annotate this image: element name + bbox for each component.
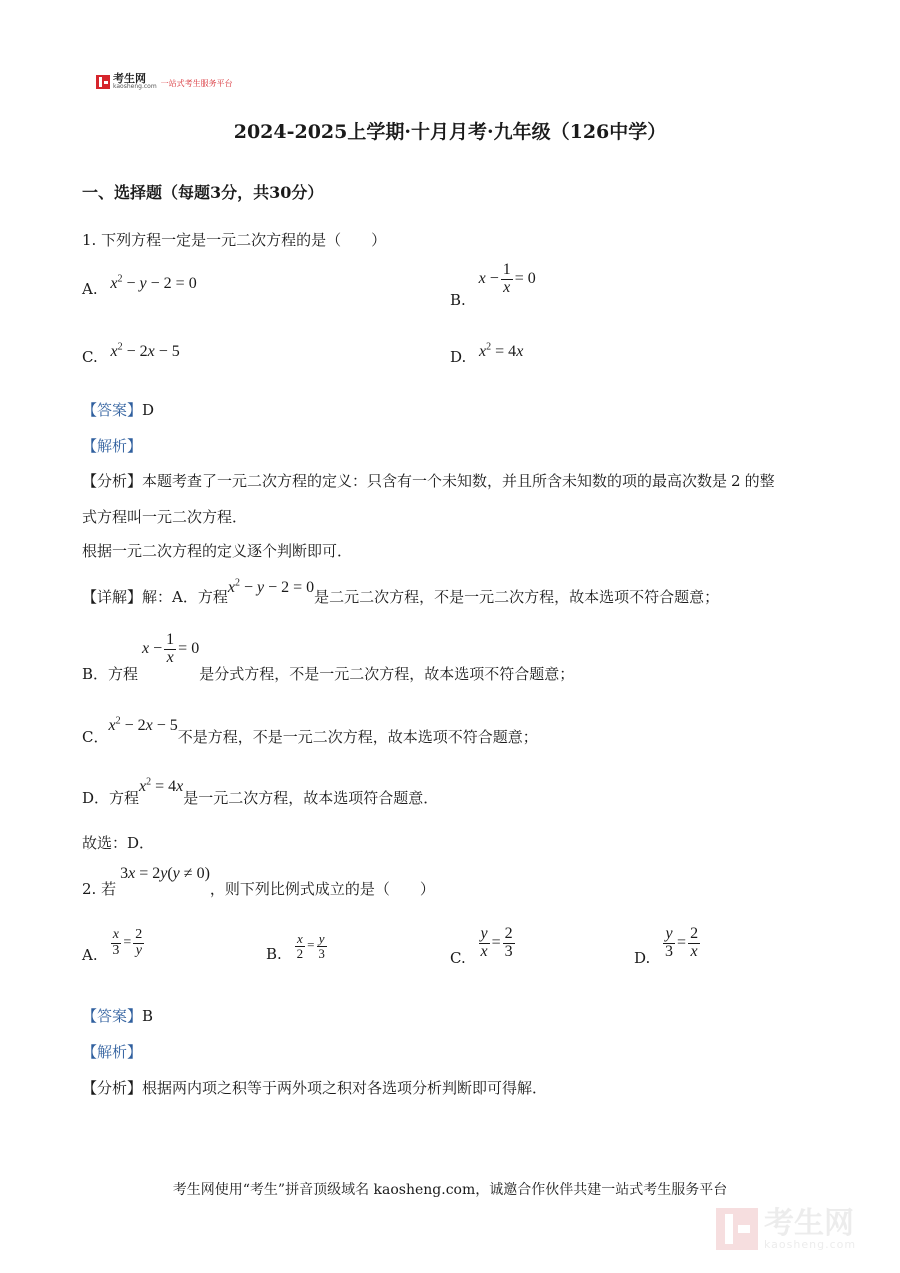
q1-fenxi-text-b: 的整 (744, 472, 775, 490)
watermark-domain: kaosheng.com (764, 1237, 857, 1251)
q1-option-b-label: B. (450, 290, 466, 309)
question-2-stem (82, 862, 435, 898)
q1-option-b (450, 261, 536, 309)
q1-detail-a-prefix: 解：A．方程 (142, 588, 228, 606)
q2-option-d-formula: $\frac{y}{3}$ = $\frac{2}{x}$ (665, 925, 699, 960)
q2-option-b (266, 931, 329, 964)
q1-detail-b-formula: x − $\frac{1}{x}$ = 0 (142, 631, 200, 666)
q1-fenxi-text-a: 本题考查了一元二次方程的定义：只含有一个未知数，并且所含未知数的项的最高次数是 (142, 472, 728, 490)
q2-stem-prefix: 2. 若 (82, 880, 117, 898)
q2-fenxi-text: 根据两内项之积等于两外项之积对各选项分析判断即可得解． (142, 1079, 548, 1097)
q1-option-c-label: C. (82, 348, 98, 366)
q1-option-d-formula: $x^2 = 4x$ (479, 341, 524, 360)
q2-option-a-formula: $\frac{x}{3}$ = $\frac{2}{y}$ (112, 927, 143, 958)
q1-detail-a-formula: $x^2 - y - 2 = 0$ (227, 577, 315, 596)
watermark-logo (716, 1205, 857, 1251)
kaosheng-watermark-icon (716, 1208, 758, 1250)
q2-answer-tag: 【答案】 (82, 1007, 143, 1025)
brand-logo (96, 73, 233, 90)
q1-detail-tag: 【详解】 (82, 588, 143, 606)
q1-detail-b-prefix: B．方程 (82, 664, 139, 683)
q1-detail-d-prefix: D．方程 (82, 789, 140, 807)
watermark-name: 考生网 (764, 1205, 854, 1241)
q2-analysis-tag: 【解析】 (82, 1043, 143, 1061)
q1-option-c-formula: $x^2 - 2x - 5$ (110, 341, 180, 360)
footer-text: 考生网使用“考生”拼音顶级域名 kaosheng.com，诚邀合作伙伴共建一站式考生服务平台 (172, 1182, 728, 1198)
question-1-stem: 1. 下列方程一定是一元二次方程的是（ ） (82, 231, 387, 249)
q1-fenxi-tag: 【分析】 (82, 472, 143, 490)
section-heading: 一、选择题（每题3分，共30分） (82, 183, 324, 202)
logo-name: 考生网 (113, 72, 146, 85)
page-title: 2024-2025上学期·十月月考·九年级（126中学） (233, 121, 667, 143)
q1-detail-c-suffix: 不是方程，不是一元二次方程，故本选项不符合题意； (177, 728, 538, 746)
q1-analysis-tag: 【解析】 (82, 437, 143, 455)
q2-option-a-label: A. (82, 946, 98, 965)
q1-fenxi-line1 (82, 470, 775, 491)
q2-stem-suffix: ，则下列比例式成立的是（ ） (209, 880, 435, 898)
q1-detail-b-suffix: 是分式方程，不是一元二次方程，故本选项不符合题意； (199, 664, 575, 683)
q1-fenxi-number: 2 (731, 472, 741, 490)
q2-answer-value: B (142, 1007, 154, 1025)
q2-condition-formula: 3x = 2y(y ≠ 0) (120, 865, 210, 882)
q1-detail-c-prefix: C． (82, 728, 109, 746)
q1-option-d (450, 341, 524, 367)
q2-option-d (634, 925, 702, 967)
q1-fenxi-line3: 根据一元二次方程的定义逐个判断即可． (82, 542, 353, 560)
q1-option-a-formula: $x^2 - y - 2 = 0$ (110, 273, 197, 292)
q1-detail-a-suffix: 是二元二次方程，不是一元二次方程，故本选项不符合题意； (314, 588, 720, 606)
q1-option-d-label: D. (450, 348, 467, 366)
q1-detail-d (82, 775, 439, 807)
q1-fenxi-line2: 式方程叫一元二次方程． (82, 508, 248, 526)
q1-detail-d-suffix: 是一元二次方程，故本选项符合题意． (183, 789, 439, 807)
logo-domain: kaosheng.com (113, 83, 157, 90)
kaosheng-logo-icon (96, 75, 110, 89)
q2-option-c (450, 925, 517, 967)
logo-slogan: 一站式考生服务平台 (160, 79, 233, 88)
q2-option-c-label: C. (450, 948, 466, 967)
q1-option-c (82, 341, 180, 367)
q1-answer (82, 399, 154, 420)
q1-option-a-label: A. (82, 280, 98, 298)
q2-option-a (82, 927, 146, 965)
q1-option-b-formula: x − $\frac{1}{x}$ = 0 (478, 261, 536, 296)
q1-detail-c (82, 714, 538, 746)
q1-conclusion: 故选：D． (82, 834, 155, 852)
q2-fenxi-tag: 【分析】 (82, 1079, 143, 1097)
q1-answer-tag: 【答案】 (82, 401, 143, 419)
q1-answer-value: D (142, 401, 155, 419)
q2-fenxi (82, 1077, 547, 1098)
q1-detail-a (82, 576, 720, 606)
q1-detail-d-formula: $x^2 = 4x$ (139, 776, 184, 795)
q1-detail-c-formula: $x^2 - 2x - 5$ (108, 715, 178, 734)
q2-option-b-label: B. (266, 945, 282, 964)
q2-option-d-label: D. (634, 948, 651, 967)
q2-option-b-formula: $\frac{x}{2}$ = $\frac{y}{3}$ (296, 931, 325, 961)
q2-option-c-formula: $\frac{y}{x}$ = $\frac{2}{3}$ (480, 925, 513, 960)
q1-option-a (82, 273, 197, 299)
q1-detail-b (82, 631, 575, 683)
q2-answer (82, 1005, 153, 1026)
